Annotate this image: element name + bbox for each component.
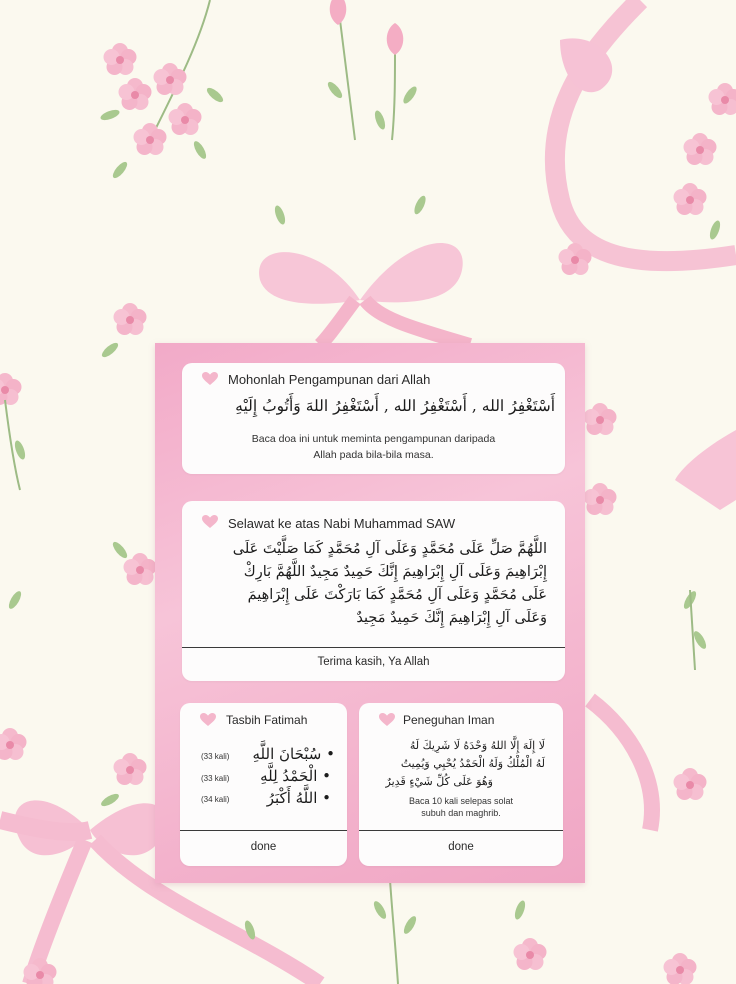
note-line-2: subuh dan maghrib. [421,808,501,818]
count-label: (33 kali) [201,774,230,783]
panel-note [359,795,563,819]
tasbih-text: اللَّهُ أَكْبَرُ [266,789,318,807]
panel-peneguhan-iman [359,703,563,866]
panel-selawat [182,501,565,681]
tasbih-text: سُبْحَانَ اللَّهِ [252,745,322,763]
doa-card [155,343,585,883]
note-line-1: Baca 10 kali selepas solat [408,796,514,806]
divider [182,647,565,648]
iman-line-2: لَهُ الْمُلْكُ وَلَهُ الْحَمْدُ يُحْيِي وَيُمِيتُ [400,757,545,770]
panel-pengampunan [182,363,565,474]
heart-icon [202,515,218,529]
tasbih-text: الْحَمْدُ لِلَّهِ [260,767,318,785]
tasbih-item: • الْحَمْدُ لِلَّهِ [260,767,331,785]
note-line-2: Allah pada bila-bila masa. [313,449,434,461]
iman-line-1: لَا إِلَهَ إِلَّا اللهُ وَحْدَهُ لَا شَرِيكَ لَهُ [409,739,545,752]
done-label: done [448,841,474,853]
count-label: (33 kali) [201,752,230,761]
tasbih-item: • اللَّهُ أَكْبَرُ [266,789,331,807]
divider [180,830,347,831]
done-label: done [250,841,277,853]
panel-title: Peneguhan Iman [403,713,495,727]
selawat-line-3: عَلَى مُحَمَّدٍ وَعَلَى آلِ مُحَمَّدٍ كَمَا بَارَكْتَ عَلَى إِبْرَاهِيمَ [247,587,547,603]
divider [359,830,563,831]
panel-note [182,431,565,463]
count-label: (34 kali) [201,795,230,804]
panel-title: Selawat ke atas Nabi Muhammad SAW [228,516,456,531]
note-line-1: Baca doa ini untuk meminta pengampunan daripada [251,433,496,445]
panel-title: Mohonlah Pengampunan dari Allah [228,372,431,387]
iman-line-3: وَهُوَ عَلَى كُلِّ شَيْءٍ قَدِيرٌ [385,775,493,788]
panel-tasbih [180,703,347,866]
heart-icon [202,372,218,386]
tasbih-item: • سُبْحَانَ اللَّهِ [252,745,335,763]
selawat-line-2: إِبْرَاهِيمَ وَعَلَى آلِ إِبْرَاهِيمَ إِنَّكَ حَمِيدٌ مَجِيدٌ اللَّهُمَّ بَارِكْ [243,564,547,580]
heart-icon [200,713,216,727]
panel-footer: Terima kasih, Ya Allah [317,656,430,668]
heart-icon [379,713,395,727]
selawat-line-4: وَعَلَى آلِ إِبْرَاهِيمَ إِنَّكَ حَمِيدٌ مَجِيدٌ [356,610,547,626]
istighfar-text: أَسْتَغْفِرُ الله , أَسْتَغْفِرُ الله , أَسْتَغْفِرُ اللهَ وَأَتُوبُ إِلَيْهِ [235,397,555,415]
panel-title: Tasbih Fatimah [226,713,308,727]
selawat-line-1: اللَّهُمَّ صَلِّ عَلَى مُحَمَّدٍ وَعَلَى آلِ مُحَمَّدٍ كَمَا صَلَّيْتَ عَلَى [232,541,547,557]
